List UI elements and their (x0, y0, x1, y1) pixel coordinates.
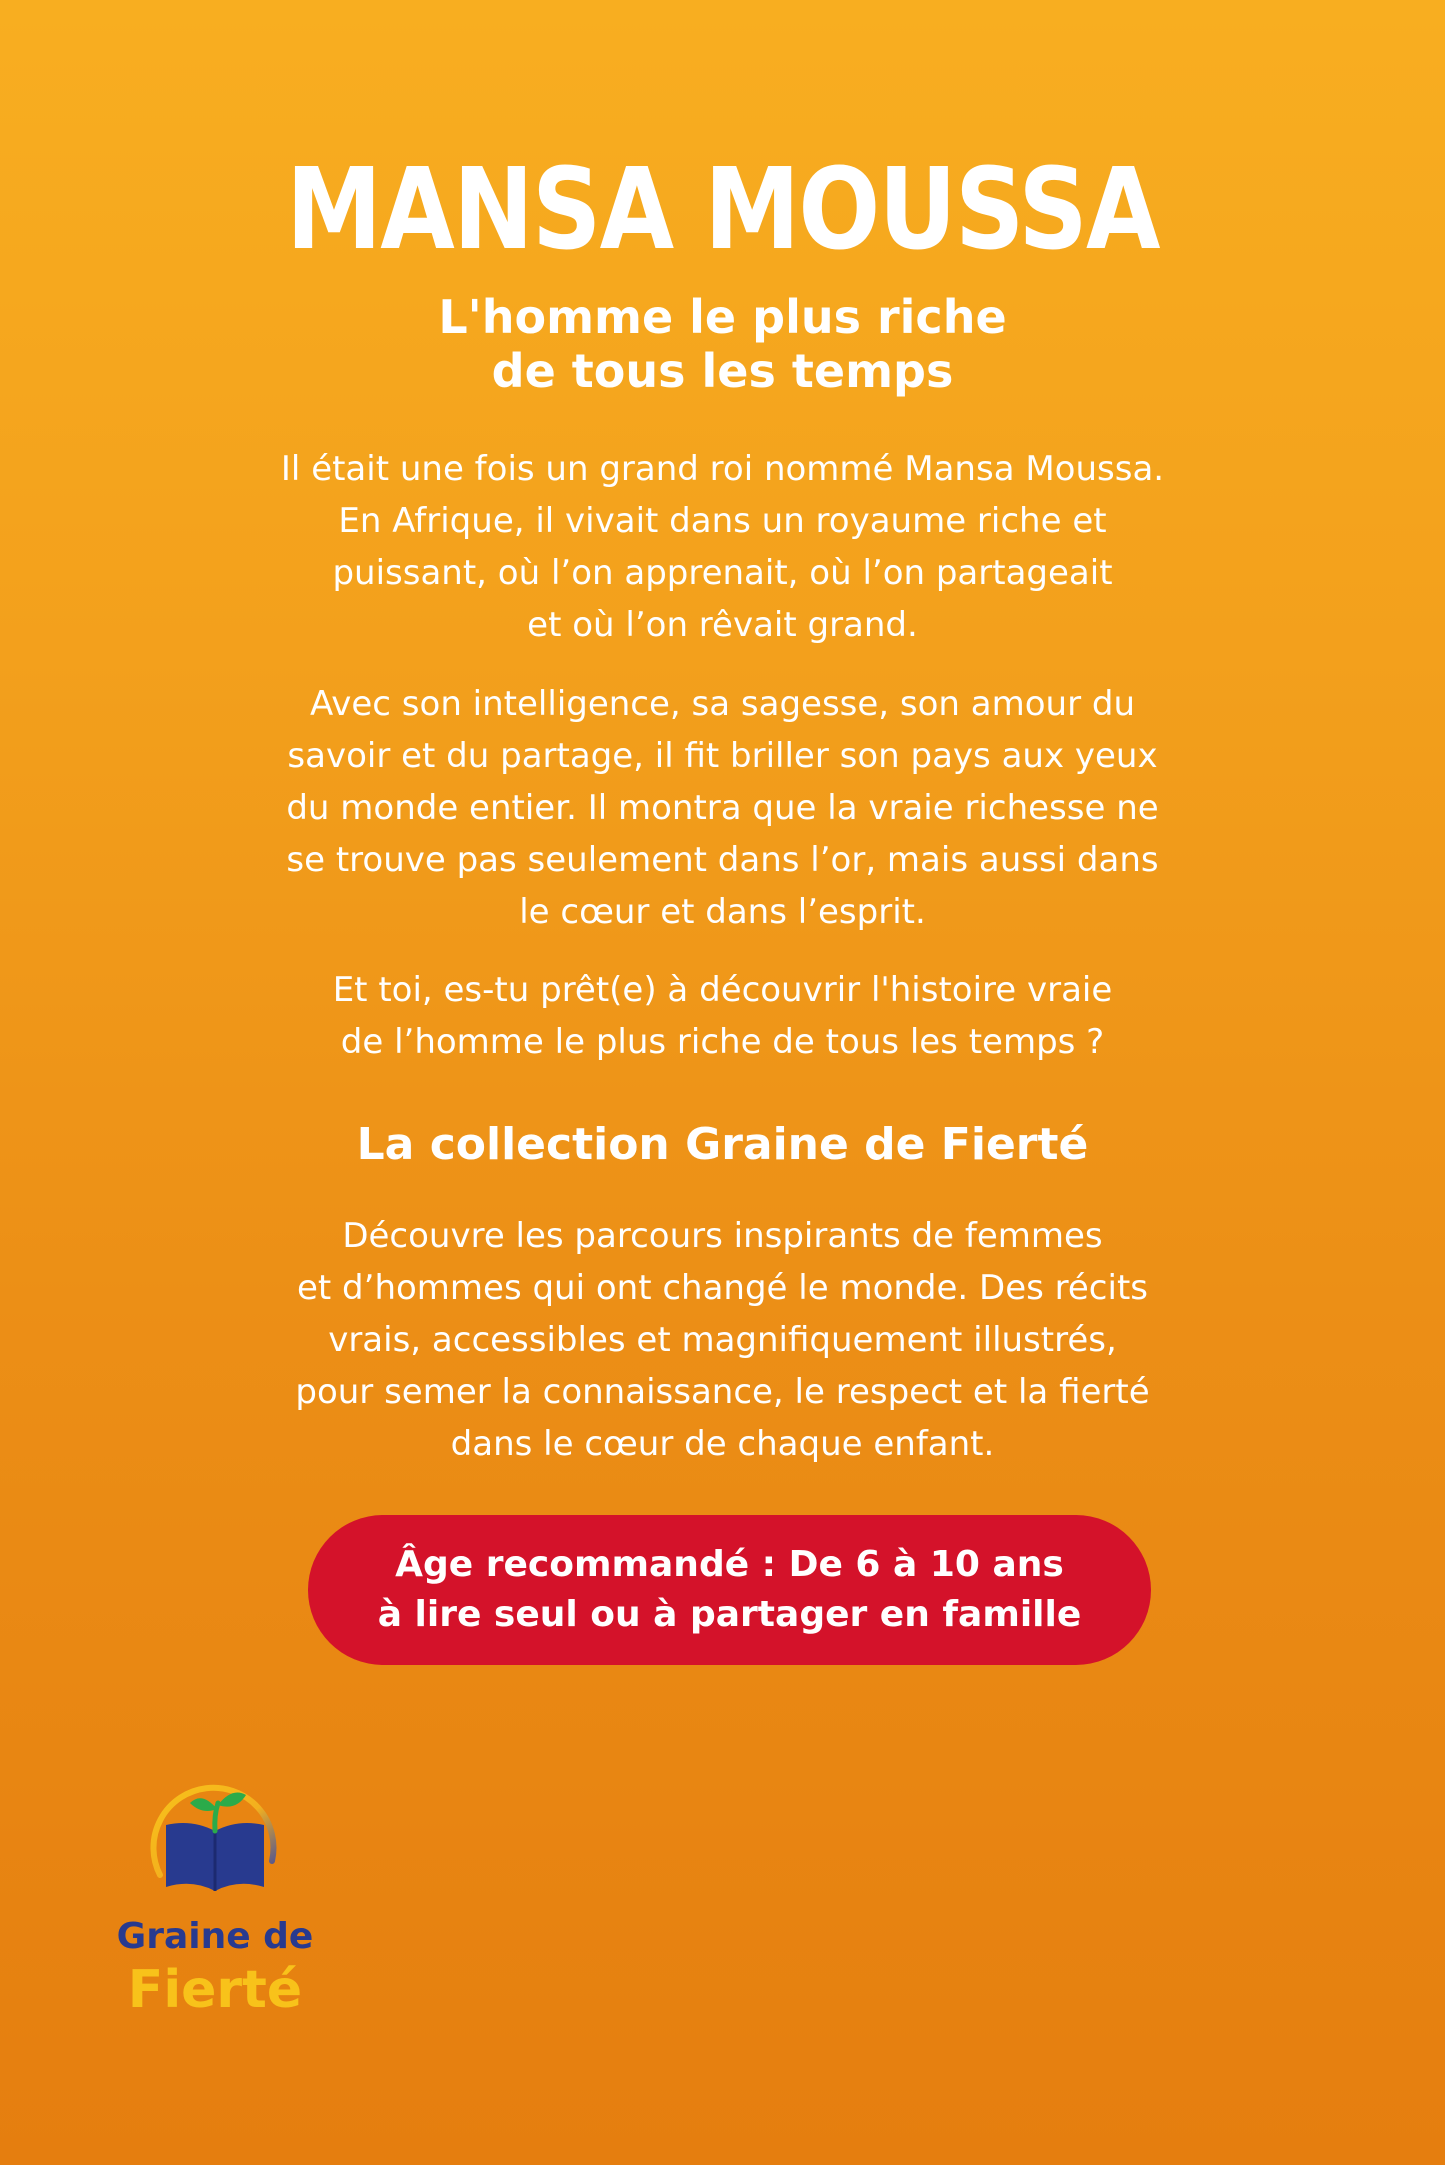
intro-paragraph-1 (180, 443, 1265, 651)
book-sprout-icon (140, 1765, 290, 1915)
text-line: dans le cœur de chaque enfant. (450, 1424, 995, 1464)
text-line: et où l’on rêvait grand. (527, 605, 918, 645)
intro-paragraph-3 (180, 964, 1265, 1068)
publisher-logo (100, 1765, 330, 2035)
book-title: MANSA MOUSSA (286, 145, 1159, 275)
collection-heading: La collection Graine de Fierté (356, 1119, 1089, 1170)
text-line: vrais, accessibles et magnifiquement illustrés, (328, 1320, 1117, 1360)
text-line: Découvre les parcours inspirants de femmes (342, 1216, 1103, 1256)
text-line: savoir et du partage, il fit briller son pays aux yeux (287, 736, 1158, 776)
book-subtitle (0, 290, 1445, 398)
text-line: En Afrique, il vivait dans un royaume riche et (338, 501, 1107, 541)
text-line: le cœur et dans l’esprit. (519, 892, 926, 932)
age-badge-line: à lire seul ou à partager en famille (377, 1594, 1082, 1635)
collection-description (180, 1210, 1265, 1470)
intro-paragraph-2 (180, 678, 1265, 938)
subtitle-line: L'homme le plus riche (438, 290, 1007, 344)
age-recommendation-badge (308, 1515, 1151, 1665)
text-line: se trouve pas seulement dans l’or, mais aussi dans (286, 840, 1159, 880)
text-line: du monde entier. Il montra que la vraie richesse ne (286, 788, 1159, 828)
text-line: de l’homme le plus riche de tous les temps ? (340, 1022, 1105, 1062)
logo-text-line-2: Fierté (127, 1960, 303, 2020)
subtitle-line: de tous les temps (491, 344, 954, 398)
text-line: Avec son intelligence, sa sagesse, son amour du (310, 684, 1135, 724)
text-line: Il était une fois un grand roi nommé Mansa Moussa. (280, 449, 1165, 489)
logo-text-line-1: Graine de (116, 1916, 314, 1957)
text-line: Et toi, es-tu prêt(e) à découvrir l'histoire vraie (332, 970, 1113, 1010)
text-line: puissant, où l’on apprenait, où l’on partageait (332, 553, 1113, 593)
age-badge-line: Âge recommandé : De 6 à 10 ans (395, 1544, 1064, 1585)
text-line: pour semer la connaissance, le respect et la fierté (295, 1372, 1150, 1412)
text-line: et d’hommes qui ont changé le monde. Des récits (297, 1268, 1148, 1308)
